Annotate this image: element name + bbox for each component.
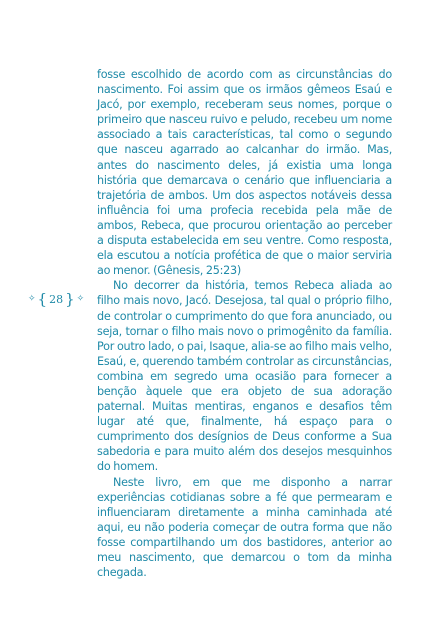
paragraph-1: fosse escolhido de acordo com as circunstâncias do nascimento. Foi assim que os irmãos gêmeos Esaú e Jacó, por exemplo, receberam seus nomes, porque o primeiro que nasceu ruivo e peludo, recebeu um nome associado a tais características, tal como o segundo que nasceu agarrado ao calcanhar do irmão. Mas, antes do nascimento deles, já existia uma longa história que demarcava o cenário que influenciaria a trajetória de ambos. Um dos aspectos notáveis dessa influência foi uma profecia recebida pela mãe de ambos, Rebeca, que procurou orientação ao perceber a disputa estabelecida em seu ventre. Como resposta, ela escutou a notícia profética de que o maior serviria ao menor. (Gênesis, 25:23)	[97, 68, 392, 278]
paragraph-2: No decorrer da história, temos Rebeca aliada ao filho mais novo, Jacó. Desejosa, tal qual o próprio filho, de controlar o cumprimento do que fora anunciado, ou seja, tornar o filho mais novo o primogênito da família. Por outro lado, o pai, Isaque, alia-se ao filho mais velho, Esaú, e, querendo também controlar as circunstâncias, combina em segredo uma ocasião para fornecer a benção àquele que era objeto de sua adoração paternal. Muitas mentiras, enganos e desafios têm lugar até que, finalmente, há espaço para o cumprimento dos desígnios de Deus conforme a Sua sabedoria e para muito além dos desejos mesquinhos do homem.	[97, 279, 392, 474]
paragraph-3: Neste livro, em que me disponho a narrar experiências cotidianas sobre a fé que permearam e influenciaram diretamente a minha caminhada até aqui, eu não poderia começar de outra forma que não fosse compartilhando um dos bastidores, anterior ao meu nascimento, que demarcou o tom da minha chegada.	[97, 475, 392, 580]
page-number: 28	[49, 292, 64, 306]
brace-open: {	[37, 289, 48, 308]
ornament-right-icon: ✧	[76, 293, 85, 304]
page-number-marker	[28, 290, 88, 308]
ornament-left-icon: ✧	[28, 293, 36, 304]
body-text	[97, 67, 392, 580]
brace-close: }	[65, 289, 75, 308]
